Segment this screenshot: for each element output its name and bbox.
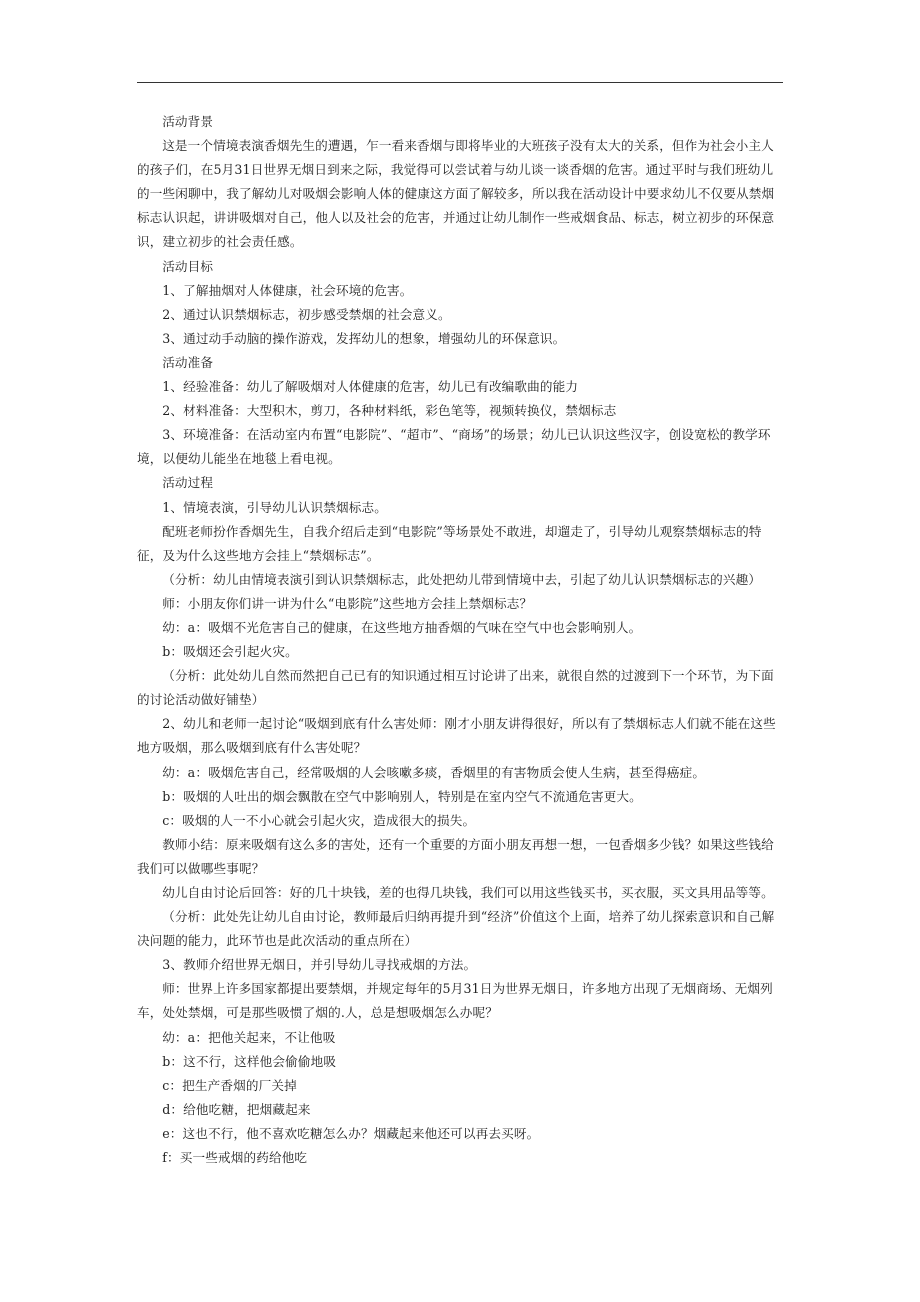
section-heading-preparation: 活动准备 — [162, 354, 214, 370]
teacher-summary: 教师小结：原来吸烟有这么多的害处，还有一个重要的方面小朋友再想一想，一包香烟多少钱？如果这些钱给我们可以做哪些事呢？ — [137, 836, 774, 876]
dialogue-line: e：这也不行，他不喜欢吃糖怎么办？烟藏起来他还可以再去买呀。 — [162, 1125, 540, 1141]
dialogue-line: 师：世界上许多国家都提出要禁烟，并规定每年的5月31日为世界无烟日，许多地方出现了无烟商场、无烟列车，处处禁烟，可是那些吸惯了烟的.人，总是想吸烟怎么办呢？ — [137, 981, 773, 1021]
paragraph: 配班老师扮作香烟先生，自我介绍后走到“电影院”等场景处不敢进，却遛走了，引导幼儿观察禁烟标志的特征，及为什么这些地方会挂上“禁烟标志”。 — [137, 523, 762, 563]
section-heading-goals: 活动目标 — [162, 258, 214, 274]
section-heading-background: 活动背景 — [162, 114, 214, 129]
dialogue-line: 幼儿自由讨论后回答：好的几十块钱，差的也得几块钱，我们可以用这些钱买书，买衣服，买文具用品等等。 — [162, 885, 774, 900]
prep-item-1: 1、经验准备：幼儿了解吸烟对人体健康的危害，幼儿已有改编歌曲的能力 — [162, 379, 579, 395]
dialogue-line: 幼：a：吸烟危害自己，经常吸烟的人会咳嗽多痰，香烟里的有害物质会使人生病，甚至得癌症。 — [162, 764, 706, 780]
header-rule — [137, 82, 783, 83]
dialogue-line: c：把生产香烟的厂关掉 — [162, 1077, 297, 1093]
process-step-2: 2、幼儿和老师一起讨论“吸烟到底有什么害处师：刚才小朋友讲得很好，所以有了禁烟标志人们就不能在这些地方吸烟，那么吸烟到底有什么害处呢？ — [137, 716, 776, 756]
analysis-note: （分析：此处幼儿自然而然把自己已有的知识通过相互讨论讲了出来，就很自然的过渡到下一个环节，为下面的讨论活动做好铺垫） — [137, 668, 774, 708]
prep-item-2: 2、材料准备：大型积木，剪刀，各种材料纸，彩色笔等，视频转换仪，禁烟标志 — [162, 403, 617, 419]
dialogue-line: b：吸烟的人吐出的烟会飘散在空气中影响别人，特别是在室内空气不流通危害更大。 — [162, 788, 642, 804]
process-step-3: 3、教师介绍世界无烟日，并引导幼儿寻找戒烟的方法。 — [162, 957, 477, 973]
goal-item-2: 2、通过认识禁烟标志，初步感受禁烟的社会意义。 — [162, 306, 451, 322]
analysis-note: （分析：此处先让幼儿自由讨论，教师最后归纳再提升到“经济”价值这个上面，培养了幼儿探索意识和自己解决问题的能力，此环节也是此次活动的重点所在） — [137, 909, 775, 949]
analysis-note: （分析：幼儿由情境表演引到认识禁烟标志，此处把幼儿带到情境中去，引起了幼儿认识禁烟标志的兴趣） — [162, 571, 762, 587]
goal-item-1: 1、了解抽烟对人体健康，社会环境的危害。 — [162, 282, 413, 298]
dialogue-line: b：吸烟还会引起火灾。 — [162, 644, 298, 660]
dialogue-line: 幼：a：吸烟不光危害自己的健康，在这些地方抽香烟的气味在空气中也会影响别人。 — [162, 619, 642, 635]
document-body — [137, 110, 785, 1170]
prep-item-3: 3、环境准备：在活动室内布置“电影院”、“超市”、“商场”的场景；幼儿已认识这些汉字，创设宽松的教学环境，以便幼儿能坐在地毯上看电视。 — [137, 427, 771, 467]
dialogue-line: b：这不行，这样他会偷偷地吸 — [162, 1053, 337, 1069]
dialogue-line: 幼：a：把他关起来，不让他吸 — [162, 1029, 336, 1045]
goal-item-3: 3、通过动手动脑的操作游戏，发挥幼儿的想象，增强幼儿的环保意识。 — [162, 330, 566, 346]
dialogue-line: c：吸烟的人一不小心就会引起火灾，造成很大的损失。 — [162, 812, 476, 828]
section-heading-process: 活动过程 — [162, 475, 214, 491]
dialogue-line: d：给他吃糖，把烟藏起来 — [162, 1101, 311, 1117]
paragraph-background: 这是一个情境表演香烟先生的遭遇，乍一看来香烟与即将毕业的大班孩子没有太大的关系，但作为社会小主人的孩子们，在5月31日世界无烟日到来之际，我觉得可以尝试着与幼儿谈一谈香烟的危害。通过平时与我们班幼儿的一些闲聊中，我了解幼儿对吸烟会影响人体的健康这方面了解较多，所以我在活动设计中要求幼儿不仅要从禁烟标志认识起，讲讲吸烟对自己，他人以及社会的危害，并通过让幼儿制作一些戒烟食品、标志，树立初步的环保意识，建立初步的社会责任感。 — [137, 138, 775, 250]
dialogue-line: f：买一些戒烟的药给他吃 — [162, 1150, 308, 1166]
dialogue-line: 师：小朋友你们讲一讲为什么“电影院”这些地方会挂上禁烟标志？ — [162, 595, 533, 611]
process-step-1: 1、情境表演，引导幼儿认识禁烟标志。 — [162, 499, 387, 515]
